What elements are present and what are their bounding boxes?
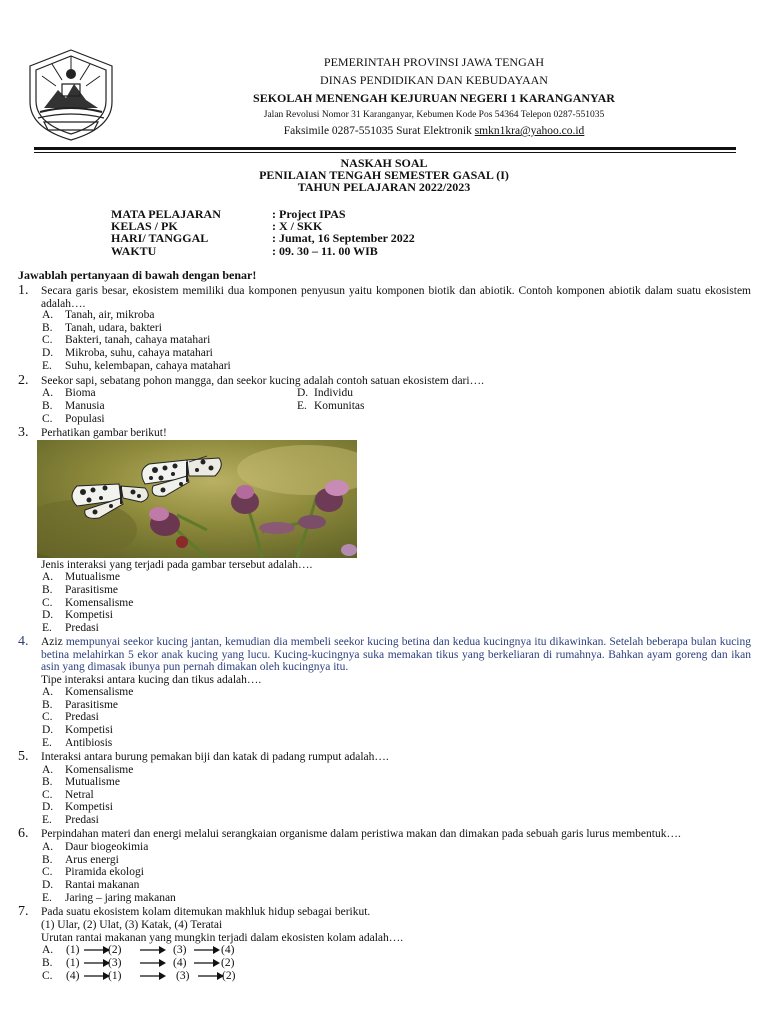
meta-value: : Jumat, 16 September 2022 — [272, 231, 415, 245]
header-department: DINAS PENDIDIKAN DAN KEBUDAYAAN — [320, 73, 548, 87]
question-number: 6. — [18, 826, 29, 841]
option-text: Komensalisme — [65, 597, 134, 609]
question-text: Secara garis besar, ekosistem memiliki dua komponen penyusun yaitu komponen biotik dan abiotik. Contoh komponen abiotik dalam suatu ekosistem adalah…. — [41, 285, 751, 310]
option-text: Predasi — [65, 622, 99, 634]
question-number: 7. — [18, 904, 29, 919]
option-text: Tanah, udara, bakteri — [65, 322, 162, 334]
chain-item: (4) — [173, 957, 187, 969]
question-text-name: Aziz — [41, 636, 63, 648]
meta-label: MATA PELAJARAN — [111, 207, 221, 221]
option-text: Daur biogeokimia — [65, 841, 149, 853]
arrow-right-icon — [84, 959, 110, 967]
option-text: Rantai makanan — [65, 879, 140, 891]
arrow-right-icon — [198, 972, 224, 980]
option-letter: C. — [42, 866, 53, 878]
option-letter: A. — [42, 764, 54, 776]
option-text: Jaring – jaring makanan — [65, 892, 176, 904]
question-text: Jenis interaksi yang terjadi pada gambar tersebut adalah…. — [41, 559, 313, 571]
header-address: Jalan Revolusi Nomor 31 Karanganyar, Kebumen Kode Pos 54364 Telepon 0287-551035 — [263, 110, 605, 120]
option-letter: D. — [42, 347, 54, 359]
option-letter: C. — [42, 970, 53, 982]
option-text: Mutualisme — [65, 571, 120, 583]
option-text: Populasi — [65, 413, 105, 425]
option-letter: D. — [42, 801, 54, 813]
option-letter: E. — [42, 360, 52, 372]
chain-item: (4) — [66, 970, 80, 982]
option-text: Tanah, air, mikroba — [65, 309, 155, 321]
instruction: Jawablah pertanyaan di bawah dengan benar! — [18, 268, 257, 282]
option-letter: E. — [42, 814, 52, 826]
option-text: Arus energi — [65, 854, 119, 866]
meta-label: KELAS / PK — [111, 219, 178, 233]
option-letter: B. — [42, 584, 53, 596]
option-letter: B. — [42, 854, 53, 866]
option-letter: C. — [42, 413, 53, 425]
option-letter: D. — [42, 879, 54, 891]
option-letter: D. — [42, 609, 54, 621]
option-text: Predasi — [65, 711, 99, 723]
chain-item: (2) — [221, 957, 235, 969]
chain-item: (4) — [221, 944, 235, 956]
question-text: Pada suatu ekosistem kolam ditemukan makhluk hidup sebagai berikut. — [41, 906, 371, 918]
header-divider-thin — [34, 152, 736, 153]
chain-item: (2) — [108, 944, 122, 956]
option-letter: B. — [42, 699, 53, 711]
question-text: Urutan rantai makanan yang mungkin terjadi dalam ekosisten kolam adalah…. — [41, 932, 404, 944]
option-letter: A. — [42, 686, 54, 698]
option-letter: B. — [42, 957, 53, 969]
arrow-right-icon — [140, 946, 166, 954]
option-text: Antibiosis — [65, 737, 113, 749]
doc-subtitle: PENILAIAN TENGAH SEMESTER GASAL (I) — [259, 168, 509, 182]
question-text: Perhatikan gambar berikut! — [41, 427, 167, 439]
option-text: Individu — [314, 387, 353, 399]
option-text: Parasitisme — [65, 699, 119, 711]
option-text: Mikroba, suhu, cahaya matahari — [65, 347, 213, 359]
option-letter: B. — [42, 322, 53, 334]
meta-value: : Project IPAS — [272, 207, 346, 221]
doc-year: TAHUN PELAJARAN 2022/2023 — [297, 180, 471, 194]
option-letter: C. — [42, 789, 53, 801]
option-letter: A. — [42, 841, 54, 853]
meta-label: WAKTU — [111, 244, 157, 258]
option-text: Kompetisi — [65, 801, 113, 813]
option-text: Mutualisme — [65, 776, 120, 788]
option-text: Komensalisme — [65, 686, 134, 698]
arrow-right-icon — [84, 946, 110, 954]
option-letter: A. — [42, 571, 54, 583]
option-letter: E. — [42, 737, 52, 749]
header-email-link[interactable]: smkn1kra@yahoo.co.id — [474, 125, 585, 137]
chain-item: (3) — [108, 957, 122, 969]
question-number: 4. — [18, 634, 29, 649]
option-letter: C. — [42, 334, 53, 346]
option-letter: E. — [42, 892, 52, 904]
option-letter: A. — [42, 387, 54, 399]
chain-item: (1) — [66, 944, 80, 956]
doc-title: NASKAH SOAL — [340, 156, 428, 170]
meta-value: : 09. 30 – 11. 00 WIB — [272, 244, 378, 258]
question-text: Interaksi antara burung pemakan biji dan katak di padang rumput adalah…. — [41, 751, 389, 763]
chain-item: (3) — [176, 970, 190, 982]
organism-list: (1) Ular, (2) Ulat, (3) Katak, (4) Teratai — [41, 919, 223, 931]
option-letter: B. — [42, 400, 53, 412]
option-text: Bakteri, tanah, cahaya matahari — [65, 334, 211, 346]
question-text — [41, 636, 751, 674]
header-divider-thick — [34, 147, 736, 150]
option-letter: B. — [42, 776, 53, 788]
option-text: Piramida ekologi — [65, 866, 144, 878]
option-letter: C. — [42, 711, 53, 723]
question-text: Perpindahan materi dan energi melalui serangkaian organisme dalam peristiwa makan dan dimakan pada sebuah garis lurus membentuk…. — [41, 828, 681, 840]
question-text-story: mempunyai seekor kucing jantan, kemudian dia membeli seekor kucing betina dan kedua kucingnya itu dikawinkan. Setelah beberapa bulan kucing betina melahirkan 5 ekor anak kucing yang lucu. Kucing-kucingnya suka memakan tikus yang berkeliaran di rumahnya. Bahkan ayam goreng dan ikan asin yang dimasak ibunya pun pernah dimakan oleh kucingnya itu. — [41, 636, 751, 674]
option-text: Predasi — [65, 814, 99, 826]
question-text: Seekor sapi, sebatang pohon mangga, dan seekor kucing adalah contoh satuan ekosistem dari…. — [41, 375, 484, 387]
meta-label: HARI/ TANGGAL — [111, 231, 209, 245]
option-text: Bioma — [65, 387, 96, 399]
option-text: Komensalisme — [65, 764, 134, 776]
option-text: Komunitas — [314, 400, 365, 412]
arrow-right-icon — [84, 972, 110, 980]
option-text: Netral — [65, 789, 94, 801]
option-letter: C. — [42, 597, 53, 609]
option-letter: A. — [42, 309, 54, 321]
option-letter: E. — [42, 622, 52, 634]
arrow-right-icon — [194, 946, 220, 954]
option-text: Suhu, kelembapan, cahaya matahari — [65, 360, 231, 372]
option-letter: D. — [42, 724, 54, 736]
option-text: Kompetisi — [65, 724, 113, 736]
question-number: 5. — [18, 749, 29, 764]
question-number: 1. — [18, 283, 29, 298]
option-text: Manusia — [65, 400, 105, 412]
header-contact — [200, 125, 668, 137]
option-letter: A. — [42, 944, 54, 956]
question-number: 2. — [18, 373, 29, 388]
provincial-emblem-logo — [22, 46, 120, 144]
header-fax: Faksimile 0287-551035 Surat Elektronik — [283, 125, 475, 137]
chain-item: (3) — [173, 944, 187, 956]
question-number: 3. — [18, 425, 29, 440]
chain-item: (1) — [108, 970, 122, 982]
chain-item: (2) — [222, 970, 236, 982]
arrow-right-icon — [194, 959, 220, 967]
header-government: PEMERINTAH PROVINSI JAWA TENGAH — [323, 55, 545, 69]
meta-value: : X / SKK — [272, 219, 323, 233]
arrow-right-icon — [140, 972, 166, 980]
butterflies-on-thistle-photo — [37, 440, 357, 558]
option-letter: E. — [297, 400, 307, 412]
header-school-name: SEKOLAH MENENGAH KEJURUAN NEGERI 1 KARANGANYAR — [253, 91, 615, 105]
arrow-right-icon — [140, 959, 166, 967]
question-text: Tipe interaksi antara kucing dan tikus adalah…. — [41, 674, 262, 686]
option-letter: D. — [297, 387, 309, 399]
option-text: Parasitisme — [65, 584, 119, 596]
option-text: Kompetisi — [65, 609, 113, 621]
chain-item: (1) — [66, 957, 80, 969]
